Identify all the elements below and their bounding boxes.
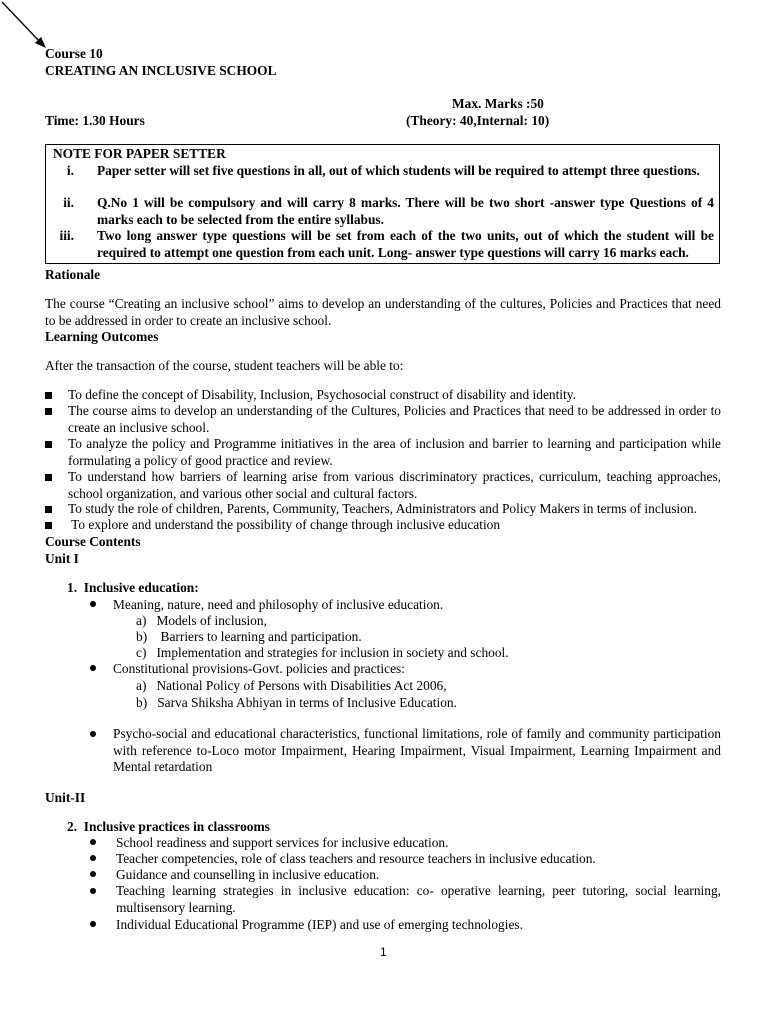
unit-1-heading: Unit I: [45, 551, 79, 566]
square-bullet-icon: [45, 506, 52, 513]
learning-outcomes-intro: After the transaction of the course, student teachers will be able to:: [45, 358, 404, 373]
unit-2-heading: Unit-II: [45, 790, 86, 805]
note-item-number: ii.: [63, 195, 74, 210]
learning-outcome-item: To understand how barriers of learning arise from various discriminatory practices, curriculum, teaching approaches, school organization, and various other social and cultural factors.: [68, 469, 721, 501]
course-number: Course 10: [45, 46, 103, 61]
unit-1-subitem: b) Sarva Shiksha Abhiyan in terms of Inclusive Education.: [136, 695, 457, 710]
bullet-icon: [90, 839, 96, 845]
unit-1-subitem: a) Models of inclusion,: [136, 613, 267, 628]
note-item-text: Q.No 1 will be compulsory and will carry 8 marks. There will be two short -answer type Questions of 4 marks each to be selected from the entire syllabus.: [97, 195, 714, 227]
square-bullet-icon: [45, 441, 52, 448]
note-item-text: Two long answer type questions will be set from each of the two units, out of which the student will be required to attempt one question from each unit. Long- answer type questions will carry 16 marks each.: [97, 228, 714, 260]
note-title: NOTE FOR PAPER SETTER: [53, 146, 226, 161]
unit-2-topic: 2. Inclusive practices in classrooms: [67, 819, 270, 834]
learning-outcome-item: To study the role of children, Parents, Community, Teachers, Administrators and Policy Makers in terms of inclusion.: [68, 501, 697, 516]
bullet-icon: [90, 731, 96, 737]
unit-2-bullet: Guidance and counselling in inclusive education.: [116, 867, 380, 882]
course-contents-heading: Course Contents: [45, 534, 141, 549]
unit-1-subitem: c) Implementation and strategies for inclusion in society and school.: [136, 645, 509, 660]
bullet-icon: [90, 871, 96, 877]
note-for-paper-setter: [45, 144, 720, 264]
bullet-icon: [90, 921, 96, 927]
square-bullet-icon: [45, 392, 52, 399]
unit-1-subitem: a) National Policy of Persons with Disabilities Act 2006,: [136, 678, 447, 693]
page-number: 1: [380, 945, 387, 959]
exam-time: Time: 1.30 Hours: [45, 113, 145, 128]
course-title: CREATING AN INCLUSIVE SCHOOL: [45, 63, 277, 78]
bullet-icon: [90, 855, 96, 861]
bullet-icon: [90, 601, 96, 607]
learning-outcome-item: To analyze the policy and Programme initiatives in the area of inclusion and barrier to learning and participation while formulating a policy of good practice and review.: [68, 436, 721, 468]
note-item-number: i.: [66, 163, 74, 178]
rationale-text: The course “Creating an inclusive school” aims to develop an understanding of the cultures, Policies and Practices that need to be addressed in order to create an inclusive school.: [45, 296, 721, 328]
unit-2-bullet: Individual Educational Programme (IEP) and use of emerging technologies.: [116, 917, 523, 932]
unit-1-subitem: b) Barriers to learning and participation.: [136, 629, 362, 644]
square-bullet-icon: [45, 408, 52, 415]
unit-1-bullet: Psycho-social and educational characteristics, functional limitations, role of family and community participation with reference to-Loco motor Impairment, Hearing Impairment, Visual Impairment, Learning Impairment and Mental retardation: [113, 726, 721, 774]
bullet-icon: [90, 888, 96, 894]
learning-outcomes-heading: Learning Outcomes: [45, 329, 159, 344]
square-bullet-icon: [45, 474, 52, 481]
unit-2-bullet: School readiness and support services for inclusive education.: [116, 835, 449, 850]
unit-1-bullet: Constitutional provisions-Govt. policies and practices:: [113, 661, 405, 676]
bullet-icon: [90, 665, 96, 671]
unit-1-topic: 1. Inclusive education:: [67, 580, 199, 595]
marks-split: (Theory: 40,Internal: 10): [406, 113, 550, 128]
rationale-heading: Rationale: [45, 267, 101, 282]
learning-outcome-item: The course aims to develop an understanding of the Cultures, Policies and Practices that need to be addressed in order to create an inclusive school.: [68, 403, 721, 435]
note-item-text: Paper setter will set five questions in all, out of which students will be required to attempt three questions.: [97, 163, 700, 178]
learning-outcome-item: To explore and understand the possibility of change through inclusive education: [68, 517, 501, 532]
unit-2-bullet: Teacher competencies, role of class teachers and resource teachers in inclusive education.: [116, 851, 596, 866]
max-marks: Max. Marks :50: [452, 96, 544, 111]
unit-1-bullet: Meaning, nature, need and philosophy of inclusive education.: [113, 597, 444, 612]
unit-2-bullet: Teaching learning strategies in inclusive education: co- operative learning, peer tutoring, social learning, multisensory learning.: [116, 883, 721, 915]
note-item-number: iii.: [59, 228, 74, 243]
square-bullet-icon: [45, 522, 52, 529]
learning-outcome-item: To define the concept of Disability, Inclusion, Psychosocial construct of disability and identity.: [68, 387, 576, 402]
